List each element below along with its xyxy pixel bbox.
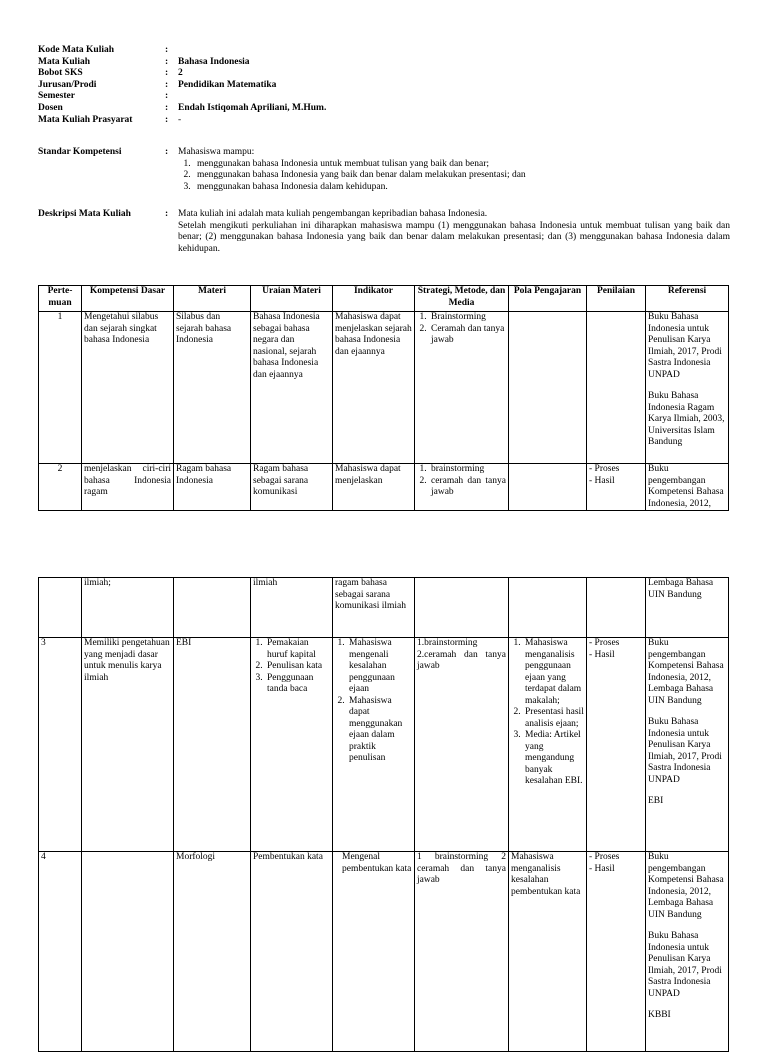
cell-indikator: Mengenal pembentukan kata bbox=[333, 852, 415, 1052]
cell-materi: Silabus dan sejarah bahasa Indonesia bbox=[174, 312, 251, 464]
meta-row bbox=[38, 45, 326, 57]
meta-value: Endah Istiqomah Apriliani, M.Hum. bbox=[178, 102, 327, 113]
ref-item: Buku Bahasa Indonesia untuk Penulisan Karya Ilmiah, 2017, Prodi Sastra Indonesia UNPAD bbox=[648, 717, 722, 785]
meta-label: Semester bbox=[38, 91, 75, 102]
cell-indikator bbox=[333, 638, 415, 852]
meta-row bbox=[38, 68, 326, 80]
table-row bbox=[39, 312, 729, 464]
table-header-row bbox=[39, 286, 729, 312]
ref-item: KBBI bbox=[648, 1010, 671, 1020]
cell-pola bbox=[509, 464, 587, 511]
deskripsi-mata-kuliah bbox=[38, 209, 730, 255]
cell-pertemuan bbox=[39, 578, 82, 638]
header-cell: Uraian Materi bbox=[251, 286, 333, 312]
table-row bbox=[39, 578, 729, 638]
cell-strategi: 1 brainstorming 2 ceramah dan tanya jawab bbox=[415, 852, 509, 1052]
deskripsi-line2: Setelah mengikuti perkuliahan ini diharapkan mahasiswa mampu (1) menggunakan bahasa Indonesia untuk membuat tulisan yang baik dan benar; (2) menggunakan bahasa Indonesia yang baik dan benar dalam melakukan presentasi; dan (3) menggunakan bahasa Indonesia dalam kehidupan. bbox=[178, 220, 730, 254]
cell-penilaian bbox=[587, 312, 646, 464]
header-cell: Penilaian bbox=[587, 286, 646, 312]
deskripsi-line1: Mata kuliah ini adalah mata kuliah pengembangan kepribadian bahasa Indonesia. bbox=[178, 209, 488, 219]
cell-indikator: ragam bahasa sebagai sarana komunikasi ilmiah bbox=[333, 578, 415, 638]
meta-colon: : bbox=[165, 45, 169, 55]
cell-referensi bbox=[646, 852, 729, 1052]
meta-colon: : bbox=[165, 68, 169, 79]
cell-referensi: Buku pengembangan Kompetensi Bahasa Indonesia, 2012, bbox=[646, 464, 729, 511]
cell-penilaian bbox=[587, 852, 646, 1052]
meta-row bbox=[38, 57, 326, 69]
ref-gap bbox=[648, 707, 726, 717]
table-row bbox=[39, 464, 729, 511]
cell-penilaian bbox=[587, 638, 646, 852]
meta-label: Kode Mata Kuliah bbox=[38, 45, 115, 55]
meta-row bbox=[38, 103, 326, 115]
cell-indikator: Mahasiswa dapat menjelaskan bbox=[333, 464, 415, 511]
cell-pertemuan: 4 bbox=[39, 852, 82, 1052]
meta-value: 2 bbox=[178, 68, 183, 79]
strategi-list bbox=[417, 312, 506, 347]
deskripsi-label: Deskripsi Mata Kuliah bbox=[38, 209, 131, 219]
cell-materi: Morfologi bbox=[174, 852, 251, 1052]
header-cell: Indikator bbox=[333, 286, 415, 312]
syllabus-table-part1 bbox=[38, 285, 729, 511]
syllabus-table-part2 bbox=[38, 577, 729, 1052]
deskripsi-colon: : bbox=[165, 209, 169, 219]
strategi-item: 2. Ceramah dan tanya jawab bbox=[429, 324, 506, 347]
cell-strategi bbox=[415, 464, 509, 511]
ref-item: Buku Bahasa Indonesia Ragam Karya Ilmiah, 2003, Universitas Islam Bandung bbox=[648, 391, 725, 447]
cell-indikator: Mahasiswa dapat menjelaskan sejarah bahasa Indonesia dan ejaannya bbox=[333, 312, 415, 464]
table-row bbox=[39, 638, 729, 852]
ref-item: Buku pengembangan Kompetensi Bahasa Indonesia, 2012, Lembaga Bahasa UIN Bandung bbox=[648, 638, 724, 706]
meta-colon: : bbox=[165, 114, 169, 125]
penilaian-item: - Hasil bbox=[589, 649, 615, 660]
cell-kompetensi: ilmiah; bbox=[82, 578, 174, 638]
meta-colon: : bbox=[165, 102, 169, 113]
uraian-list bbox=[253, 638, 330, 696]
cell-materi bbox=[174, 578, 251, 638]
cell-penilaian bbox=[587, 578, 646, 638]
standar-item: 2. menggunakan bahasa Indonesia yang baik dan benar dalam melakukan presentasi; dan bbox=[193, 170, 738, 182]
cell-uraian: Pembentukan kata bbox=[251, 852, 333, 1052]
strategi-item: 2. ceramah dan tanya jawab bbox=[429, 476, 506, 499]
header-cell: Materi bbox=[174, 286, 251, 312]
header-cell: Kompetensi Dasar bbox=[82, 286, 174, 312]
indikator-list bbox=[335, 638, 412, 765]
ref-gap bbox=[648, 786, 726, 796]
ref-item: Buku Bahasa Indonesia untuk Penulisan Karya Ilmiah, 2017, Prodi Sastra Indonesia UNPAD bbox=[648, 931, 722, 999]
cell-pola bbox=[509, 638, 587, 852]
meta-colon: : bbox=[165, 91, 169, 102]
pola-item: 1. Mahasiswa menganalisis penggunaan ejaan yang terdapat dalam makalah; bbox=[523, 638, 584, 707]
header-cell: Pola Pengajaran bbox=[509, 286, 587, 312]
uraian-item: 3. Penggunaan tanda baca bbox=[265, 673, 330, 696]
strategi-item: 1. brainstorming bbox=[429, 464, 506, 476]
strategi-list bbox=[417, 464, 506, 499]
cell-pertemuan: 1 bbox=[39, 312, 82, 464]
cell-kompetensi bbox=[82, 852, 174, 1052]
cell-uraian: Bahasa Indonesia sebagai bahasa negara dan nasional, sejarah bahasa Indonesia dan ejaannya bbox=[251, 312, 333, 464]
cell-materi: EBI bbox=[174, 638, 251, 852]
standar-list bbox=[178, 159, 738, 194]
cell-pola bbox=[509, 312, 587, 464]
pola-item: 3. Media: Artikel yang mengandung banyak kesalahan EBI. bbox=[523, 730, 584, 788]
penilaian-item: - Proses bbox=[589, 638, 620, 648]
meta-value: Pendidikan Matematika bbox=[178, 79, 277, 90]
ref-gap bbox=[648, 921, 726, 931]
cell-uraian bbox=[251, 638, 333, 852]
ref-item: Buku Bahasa Indonesia untuk Penulisan Karya Ilmiah, 2017, Prodi Sastra Indonesia UNPAD bbox=[648, 312, 722, 380]
cell-uraian: Ragam bahasa sebagai sarana komunikasi bbox=[251, 464, 333, 511]
pola-item: 2. Presentasi hasil analisis ejaan; bbox=[523, 707, 584, 730]
cell-referensi bbox=[646, 638, 729, 852]
indikator-item: 1. Mahasiswa mengenali kesalahan penggunaan ejaan bbox=[347, 638, 412, 696]
cell-pertemuan: 2 bbox=[39, 464, 82, 511]
penilaian-item: - Proses bbox=[589, 852, 620, 862]
standar-colon: : bbox=[165, 147, 169, 157]
cell-strategi bbox=[415, 312, 509, 464]
header-cell: Strategi, Metode, dan Media bbox=[415, 286, 509, 312]
uraian-item: 1. Pemakaian huruf kapital bbox=[265, 638, 330, 661]
pola-list bbox=[511, 638, 584, 788]
standar-body bbox=[178, 147, 738, 193]
ref-item: Buku pengembangan Kompetensi Bahasa Indonesia, 2012, Lembaga Bahasa UIN Bandung bbox=[648, 852, 724, 920]
cell-strategi bbox=[415, 578, 509, 638]
meta-label: Mata Kuliah bbox=[38, 56, 90, 67]
meta-label: Mata Kuliah Prasyarat bbox=[38, 114, 133, 125]
penilaian-item: - Hasil bbox=[589, 863, 615, 874]
meta-colon: : bbox=[165, 56, 169, 67]
header-cell: Referensi bbox=[646, 286, 729, 312]
standar-kompetensi bbox=[38, 147, 738, 193]
course-meta bbox=[38, 45, 326, 126]
cell-kompetensi: Mengetahui silabus dan sejarah singkat bahasa Indonesia bbox=[82, 312, 174, 464]
penilaian-item: - Proses bbox=[589, 464, 620, 474]
standar-item: 1. menggunakan bahasa Indonesia untuk membuat tulisan yang baik dan benar; bbox=[193, 159, 738, 171]
cell-kompetensi: Memiliki pengetahuan yang menjadi dasar untuk menulis karya ilmiah bbox=[82, 638, 174, 852]
cell-kompetensi: menjelaskan ciri-ciri bahasa Indonesia ragam bbox=[82, 464, 174, 511]
cell-pertemuan: 3 bbox=[39, 638, 82, 852]
table-row bbox=[39, 852, 729, 1052]
indikator-item: 2. Mahasiswa dapat menggunakan ejaan dalam praktik penulisan bbox=[347, 696, 412, 765]
meta-colon: : bbox=[165, 79, 169, 90]
deskripsi-body bbox=[178, 209, 730, 255]
meta-value: - bbox=[178, 114, 182, 125]
ref-item: EBI bbox=[648, 796, 664, 806]
header-cell: Perte-muan bbox=[39, 286, 82, 312]
meta-value: Bahasa Indonesia bbox=[178, 56, 250, 67]
standar-item: 3. menggunakan bahasa Indonesia dalam kehidupan. bbox=[193, 182, 738, 194]
cell-materi: Ragam bahasa Indonesia bbox=[174, 464, 251, 511]
cell-referensi: Lembaga Bahasa UIN Bandung bbox=[646, 578, 729, 638]
strategi-item: 1. Brainstorming bbox=[429, 312, 506, 324]
standar-intro: Mahasiswa mampu: bbox=[178, 147, 255, 157]
standar-label: Standar Kompetensi bbox=[38, 147, 122, 157]
meta-label: Jurusan/Prodi bbox=[38, 79, 97, 90]
cell-pola: Mahasiswa menganalisis kesalahan pembentukan kata bbox=[509, 852, 587, 1052]
meta-label: Bobot SKS bbox=[38, 68, 83, 79]
cell-uraian: ilmiah bbox=[251, 578, 333, 638]
cell-strategi: 1.brainstorming 2.ceramah dan tanya jawab bbox=[415, 638, 509, 852]
ref-gap bbox=[648, 381, 726, 391]
ref-gap bbox=[648, 1000, 726, 1010]
meta-row bbox=[38, 91, 326, 103]
cell-penilaian bbox=[587, 464, 646, 511]
cell-referensi bbox=[646, 312, 729, 464]
meta-label: Dosen bbox=[38, 102, 63, 113]
meta-row bbox=[38, 115, 326, 127]
cell-pola bbox=[509, 578, 587, 638]
uraian-item: 2. Penulisan kata bbox=[265, 661, 330, 673]
penilaian-item: - Hasil bbox=[589, 475, 615, 486]
meta-row bbox=[38, 80, 326, 92]
